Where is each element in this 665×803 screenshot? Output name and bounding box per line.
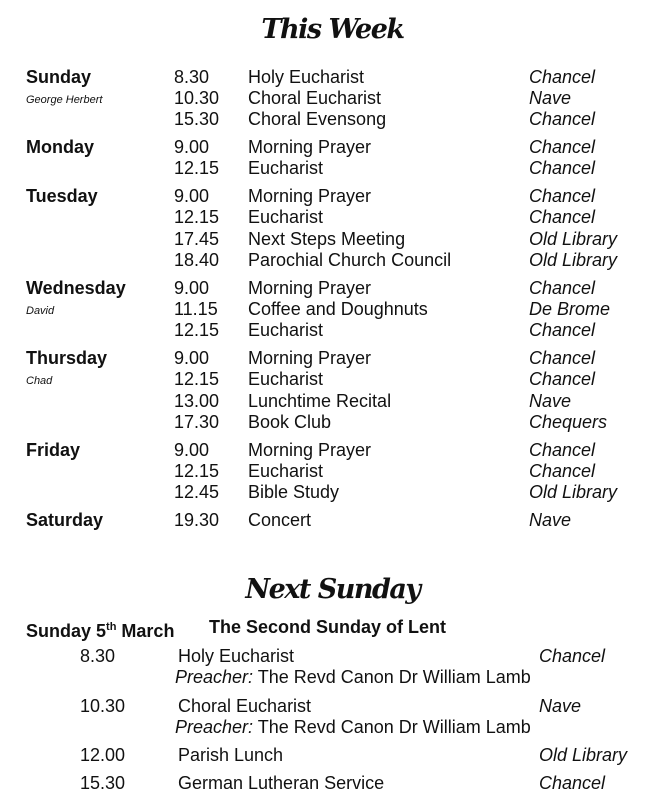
service-time: 19.30 [174,510,220,530]
service-name: Lunchtime Recital [248,391,392,411]
saint-day-label: David [26,305,55,317]
service-time: 9.00 [174,440,210,460]
schedule-row [0,137,665,158]
next-sunday-date: Sunday 5th March [26,621,175,641]
service-location: Nave [529,510,572,530]
service-time: 12.45 [174,482,220,502]
service-name: Morning Prayer [248,278,372,298]
service-name: Bible Study [248,482,340,502]
service-name: Eucharist [248,369,324,389]
service-time: 13.00 [174,391,220,411]
day-label: Wednesday [26,278,126,298]
schedule-row [0,482,665,503]
service-name: Morning Prayer [248,440,372,460]
service-name: Choral Evensong [248,109,387,129]
schedule-row [0,250,665,271]
service-time: 17.45 [174,229,220,249]
service-time: 12.15 [174,461,220,481]
service-name: Parochial Church Council [248,250,452,270]
day-label: Friday [26,440,81,460]
service-location: Nave [529,88,572,108]
service-location: Chancel [529,109,596,129]
service-time: 10.30 [174,88,220,108]
service-location: Chancel [529,186,596,206]
service-location: Old Library [529,250,618,270]
schedule-row [0,278,665,299]
service-name: Eucharist [248,158,324,178]
service-location: Old Library [539,745,628,765]
service-name: Coffee and Doughnuts [248,299,428,319]
service-time: 9.00 [174,348,210,368]
service-time: 12.15 [174,158,220,178]
service-location: Chancel [529,320,596,340]
schedule-row [0,440,665,461]
schedule-row [0,461,665,482]
preacher-line [175,667,531,688]
saint-day-label: George Herbert [26,94,103,106]
service-location: Nave [529,391,572,411]
service-location: Chancel [529,369,596,389]
service-name: Holy Eucharist [178,646,295,666]
schedule-row [0,109,665,130]
service-name: Choral Eucharist [248,88,382,108]
service-name: Eucharist [248,207,324,227]
service-name: Morning Prayer [248,137,372,157]
service-location: De Brome [529,299,611,319]
service-location: Chancel [529,278,596,298]
preacher-label: Preacher: [175,667,254,687]
service-name: Holy Eucharist [248,67,365,87]
schedule-row [0,299,665,320]
day-label: Sunday [26,67,92,87]
preacher-name: The Revd Canon Dr William Lamb [253,717,531,737]
service-time: 9.00 [174,186,210,206]
preacher-name: The Revd Canon Dr William Lamb [253,667,531,687]
preacher-label: Preacher: [175,717,254,737]
service-location: Chancel [529,461,596,481]
service-location: Chancel [529,207,596,227]
service-location: Chancel [529,67,596,87]
schedule-row [0,348,665,369]
day-label: Saturday [26,510,104,530]
service-time: 9.00 [174,278,210,298]
this-week-heading: This Week [261,14,404,45]
schedule-row [0,67,665,88]
service-time: 10.30 [80,696,126,716]
service-time: 8.30 [80,646,116,666]
schedule-row [0,207,665,228]
service-time: 11.15 [174,299,218,319]
service-location: Old Library [529,482,618,502]
service-location: Chancel [529,440,596,460]
service-time: 12.00 [80,745,126,765]
next-sunday-heading: Next Sunday [245,574,420,605]
service-time: 12.15 [174,207,220,227]
service-time: 15.30 [80,773,126,793]
service-location: Chancel [529,137,596,157]
preacher-line [175,717,531,738]
service-time: 12.15 [174,369,220,389]
service-name: Book Club [248,412,332,432]
service-name: Morning Prayer [248,186,372,206]
service-location: Nave [539,696,582,716]
schedule-row [0,369,665,390]
service-name: Choral Eucharist [178,696,312,716]
service-location: Chancel [529,348,596,368]
service-time: 15.30 [174,109,220,129]
schedule-row [0,158,665,179]
service-time: 8.30 [174,67,210,87]
schedule-row [0,320,665,341]
service-name: Morning Prayer [248,348,372,368]
service-time: 17.30 [174,412,220,432]
service-name: Parish Lunch [178,745,284,765]
schedule-row [0,229,665,250]
service-location: Chancel [539,646,606,666]
schedule-row [0,186,665,207]
service-location: Chequers [529,412,608,432]
service-name: Concert [248,510,312,530]
service-location: Old Library [529,229,618,249]
service-name: Eucharist [248,461,324,481]
day-label: Thursday [26,348,108,368]
service-location: Chancel [539,773,606,793]
day-label: Tuesday [26,186,98,206]
service-location: Chancel [529,158,596,178]
service-time: 9.00 [174,137,210,157]
day-label: Monday [26,137,95,157]
service-name: German Lutheran Service [178,773,385,793]
next-sunday-occasion: The Second Sunday of Lent [209,617,447,637]
service-time: 18.40 [174,250,220,270]
schedule-row [0,391,665,412]
schedule-row [0,510,665,531]
service-time: 12.15 [174,320,220,340]
schedule-row [0,412,665,433]
saint-day-label: Chad [26,375,53,387]
schedule-row [0,88,665,109]
service-name: Next Steps Meeting [248,229,406,249]
service-name: Eucharist [248,320,324,340]
